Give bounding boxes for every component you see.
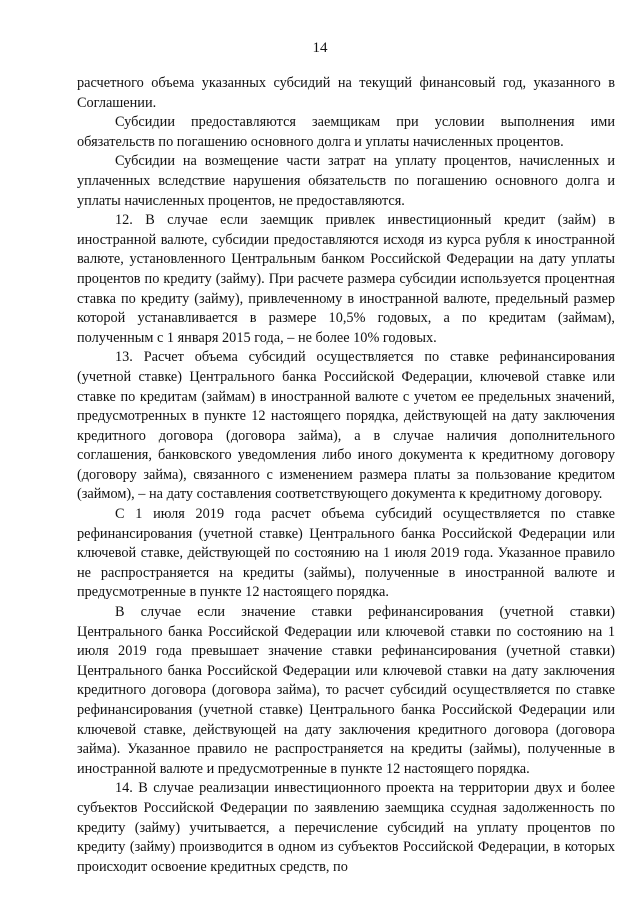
paragraph-item-12: 12. В случае если заемщик привлек инвестиционный кредит (займ) в иностранной валюте, субсидии предоставляются исходя из курса рубля к иностранной валюте, установленного Центральным банком Российской Федерации на дату уплаты процентов по кредиту (займу). При расчете размера субсидии используется процентная ставка по кредиту (займу), привлеченному в иностранной валюте, предельный размер которой устанавливается в размере 10,5% годовых, а по кредитам (займам), полученным с 1 января 2015 года, – не более 10% годовых. <box>77 212 615 346</box>
page-number: 14 <box>312 40 328 56</box>
document-body <box>77 74 615 877</box>
paragraph: Субсидии на возмещение части затрат на уплату процентов, начисленных и уплаченных вследствие нарушения обязательств по погашению основного долга и уплаты начисленных процентов, не предоставляются. <box>77 153 615 209</box>
paragraph-item-13: 13. Расчет объема субсидий осуществляется по ставке рефинансирования (учетной ставке) Центрального банка Российской Федерации, ключевой ставке или ставке по кредитам (займам) в иностранной валюте с учетом ее предельных значений, предусмотренных в пункте 12 настоящего порядка, действующей на дату заключения кредитного договора (договора займа), а в случае наличия дополнительного соглашения, банковского уведомления либо иного документа к кредитному договору (договору займа), связанного с изменением размера платы за пользование кредитом (займом), – на дату составления соответствующего документа к кредитному договору. <box>77 349 615 503</box>
paragraph-continued: расчетного объема указанных субсидий на текущий финансовый год, указанного в Соглашении. <box>77 75 615 111</box>
paragraph-item-14: 14. В случае реализации инвестиционного проекта на территории двух и более субъектов Российской Федерации по заявлению заемщика ссудная задолженность по кредиту (займу) учитывается, а перечисление субсидий на уплату процентов по кредиту (займу) производится в одном из субъектов Российской Федерации, в которых происходит освоение кредитных средств, по <box>77 780 615 875</box>
paragraph: Субсидии предоставляются заемщикам при условии выполнения ими обязательств по погашению основного долга и уплаты начисленных процентов. <box>77 114 615 150</box>
paragraph: С 1 июля 2019 года расчет объема субсидий осуществляется по ставке рефинансирования (учетной ставке) Центрального банка Российской Федерации или ключевой ставке, действующей по состоянию на 1 июля 2019 года. Указанное правило не распространяется на кредиты (займы), полученные в иностранной валюте и предусмотренные в пункте 12 настоящего порядка. <box>77 506 615 601</box>
paragraph: В случае если значение ставки рефинансирования (учетной ставки) Центрального банка Российской Федерации или ключевой ставки по состоянию на 1 июля 2019 года превышает значение ставки рефинансирования (учетной ставки) Центрального банка Российской Федерации или ключевой ставки на дату заключения кредитного договора (договора займа), то расчет субсидий осуществляется по ставке рефинансирования (учетной ставке) Центрального банка Российской Федерации или ключевой ставке, действующей на дату заключения кредитного договора (договора займа). Указанное правило не распространяется на кредиты (займы), полученные в иностранной валюте и предусмотренные в пункте 12 настоящего порядка. <box>77 604 615 777</box>
